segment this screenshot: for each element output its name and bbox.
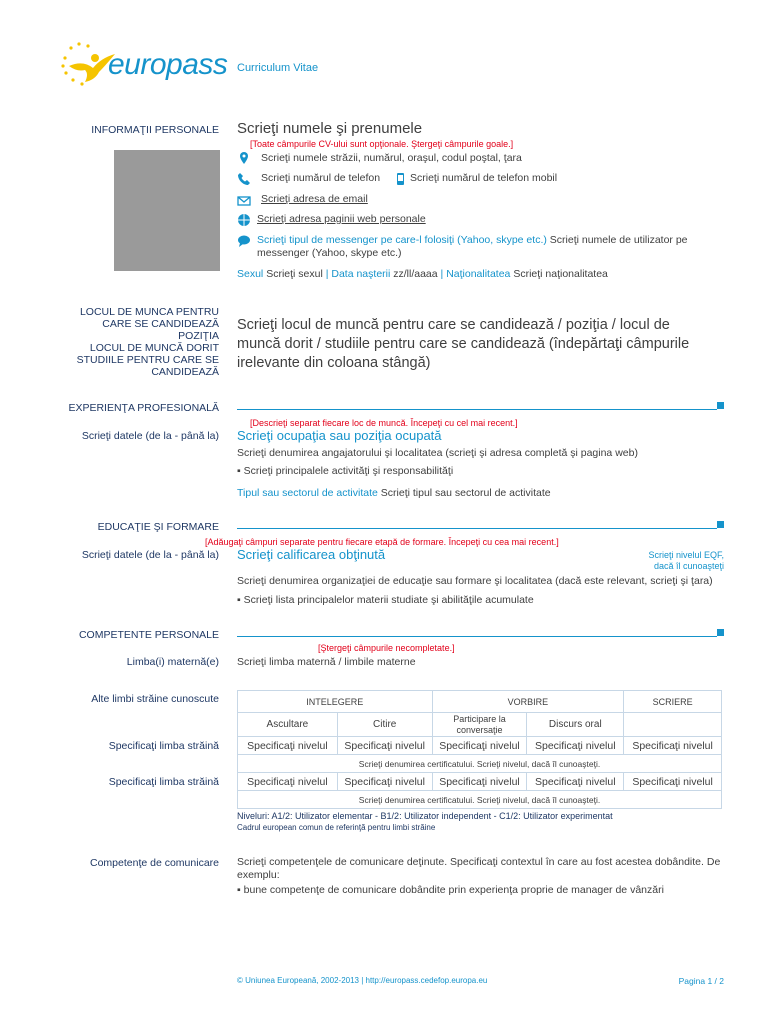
sub-reading: Citire: [337, 713, 432, 737]
cefr-link[interactable]: Cadrul european comun de referinţă pentru limbi străine: [237, 823, 436, 832]
communication-bullet-text[interactable]: bune competenţe de comunicare dobândite prin experienţa proprie de manager de vânzări: [243, 884, 664, 896]
dob-label: Data naşterii: [331, 268, 391, 280]
section-label-job: [49, 306, 219, 378]
section-marker: [717, 402, 724, 409]
footer-copyright[interactable]: © Uniunea Europeană, 2002-2013 | http://europass.cedefop.europa.eu: [237, 976, 488, 985]
experience-dates: Scrieţi datele (de la - până la): [81, 430, 219, 442]
sex-value[interactable]: Scrieţi sexul: [266, 268, 323, 280]
separator: |: [440, 268, 444, 280]
experience-title[interactable]: Scrieţi ocupaţia sau poziţia ocupată: [237, 428, 442, 443]
experience-bullet-text[interactable]: Scrieţi principalele activităţi şi responsabilităţi: [243, 465, 454, 477]
messenger-icon: [237, 234, 251, 248]
language-table: [237, 690, 722, 809]
separator: |: [325, 268, 329, 280]
section-divider: [237, 636, 717, 637]
level-cell[interactable]: Specificaţi nivelul: [432, 773, 527, 791]
sex-label: Sexul: [237, 268, 264, 280]
education-org[interactable]: Scrieţi denumirea organizaţiei de educaţie sau formare şi localitatea (dacă este relevant, scrieţi şi ţara): [237, 575, 713, 587]
address[interactable]: Scrieţi numele străzii, numărul, oraşul, codul poştal, ţara: [261, 152, 522, 164]
nationality-label: Naţionalitatea: [446, 268, 511, 280]
eqf-level: [648, 550, 724, 572]
phone[interactable]: Scrieţi numărul de telefon: [261, 172, 381, 184]
messenger-value[interactable]: Scrieţi numele de utilizator pe messenger (Yahoo, skype etc.): [257, 234, 688, 259]
level-cell[interactable]: Specificaţi nivelul: [337, 773, 432, 791]
section-label-education: EDUCAŢIE ŞI FORMARE: [97, 521, 219, 533]
sub-production: Discurs oral: [527, 713, 624, 737]
education-dates: Scrieţi datele (de la - până la): [81, 549, 219, 561]
foreign-languages-label: Alte limbi străine cunoscute: [91, 693, 219, 705]
levels-note: Niveluri: A1/2: Utilizator elementar - B1/2: Utilizator independent - C1/2: Utilizator experimentat: [237, 811, 613, 821]
sub-interaction: Participare la conversaţie: [432, 713, 527, 737]
mobile[interactable]: Scrieţi numărul de telefon mobil: [410, 172, 558, 184]
education-note: [Adăugaţi câmpuri separate pentru fiecare etapă de formare. Începeţi cu cea mai recent.]: [205, 537, 559, 547]
level-cell[interactable]: Specificaţi nivelul: [624, 773, 722, 791]
web-icon: [237, 213, 251, 227]
section-divider: [237, 409, 717, 410]
section-marker: [717, 629, 724, 636]
certificate-cell[interactable]: Scrieţi denumirea certificatului. Scrieţi nivelul, dacă îl cunoaşteţi.: [238, 755, 722, 773]
level-cell[interactable]: Specificaţi nivelul: [238, 773, 338, 791]
phone-icon: [237, 172, 251, 186]
mother-tongue-label: Limba(i) maternă(e): [126, 656, 219, 668]
experience-bullet: ▪ Scrieţi principalele activităţi şi responsabilităţi: [237, 465, 454, 477]
personal-note: [Toate câmpurile CV-ului sunt opţionale. Ştergeţi câmpurile goale.]: [250, 139, 514, 149]
europass-logo-text: europass: [108, 48, 228, 81]
education-bullet: ▪ Scrieţi lista principalelor materii studiate şi abilităţile acumulate: [237, 594, 534, 606]
level-cell[interactable]: Specificaţi nivelul: [238, 737, 338, 755]
messenger: [257, 234, 707, 260]
experience-sector: [237, 487, 551, 500]
skills-note: [Ştergeţi câmpurile necompletate.]: [318, 643, 455, 653]
sub-writing-empty: [624, 713, 722, 737]
personal-details-line: [237, 268, 608, 281]
education-bullet-text[interactable]: Scrieţi lista principalelor materii studiate şi abilităţile acumulate: [243, 594, 534, 606]
foreign-language-1-label: Specificaţi limba străină: [108, 740, 219, 752]
communication-bullet: ▪ bune competenţe de comunicare dobândite prin experienţa proprie de manager de vânzări: [237, 884, 664, 896]
mother-tongue-value[interactable]: Scrieţi limba maternă / limbile materne: [237, 656, 416, 668]
header-understanding: INTELEGERE: [238, 691, 433, 713]
section-label-personal: INFORMAŢII PERSONALE: [91, 124, 219, 136]
section-label-experience: EXPERIENŢA PROFESIONALĂ: [68, 402, 219, 414]
experience-employer[interactable]: Scrieţi denumirea angajatorului şi localitatea (scrieţi şi adresa completă şi pagina web): [237, 447, 638, 459]
location-icon: [237, 151, 251, 165]
full-name[interactable]: Scrieţi numele şi prenumele: [237, 120, 423, 137]
job-label-1: LOCUL DE MUNCA PENTRU CARE SE CANDIDEAZĂ: [79, 306, 219, 330]
level-cell[interactable]: Specificaţi nivelul: [527, 773, 624, 791]
job-label-2: POZIŢIA: [178, 330, 219, 342]
eqf-level-line-1: Scrieţi nivelul EQF,: [648, 550, 724, 560]
communication-value[interactable]: Scrieţi competenţele de comunicare deţinute. Specificaţi contextul în care au fost acestea dobândite. De exemplu:: [237, 856, 721, 881]
foreign-language-2-label: Specificaţi limba străină: [108, 776, 219, 788]
section-marker: [717, 521, 724, 528]
sub-listening: Ascultare: [238, 713, 338, 737]
header-speaking: VORBIRE: [432, 691, 624, 713]
certificate-cell[interactable]: Scrieţi denumirea certificatului. Scrieţi nivelul, dacă îl cunoaşteţi.: [238, 791, 722, 809]
job-label-4: STUDIILE PENTRU CARE SE CANDIDEAZĂ: [76, 354, 219, 378]
sector-label: Tipul sau sectorul de activitate: [237, 487, 378, 499]
level-cell[interactable]: Specificaţi nivelul: [337, 737, 432, 755]
level-cell[interactable]: Specificaţi nivelul: [624, 737, 722, 755]
photo-placeholder: [114, 150, 220, 271]
experience-note: [Descrieţi separat fiecare loc de muncă. Începeţi cu cel mai recent.]: [250, 418, 518, 428]
job-value[interactable]: Scrieţi locul de muncă pentru care se candidează / poziţia / locul de muncă dorit / studiile pentru care se candidează (îndepărtaţi câmpurile irelevante din coloana stângă): [237, 317, 690, 371]
job-label-3: LOCUL DE MUNCĂ DORIT: [89, 342, 219, 354]
website[interactable]: Scrieţi adresa paginii web personale: [257, 213, 426, 225]
email-icon: [237, 194, 251, 208]
education-title[interactable]: Scrieţi calificarea obţinută: [237, 547, 386, 562]
eqf-level-line-2: dacă îl cunoaşteţi: [653, 561, 724, 571]
email[interactable]: Scrieţi adresa de email: [261, 193, 368, 205]
europass-logo: [55, 40, 228, 90]
communication-label: Competenţe de comunicare: [90, 857, 219, 869]
dob-value[interactable]: zz/ll/aaaa: [393, 268, 438, 280]
mobile-icon: [393, 172, 407, 186]
messenger-label: Scrieţi tipul de messenger pe care-l folosiţi (Yahoo, skype etc.): [257, 234, 547, 246]
level-cell[interactable]: Specificaţi nivelul: [432, 737, 527, 755]
section-divider: [237, 528, 717, 529]
header-writing: SCRIERE: [624, 691, 722, 713]
level-cell[interactable]: Specificaţi nivelul: [527, 737, 624, 755]
sector-value[interactable]: Scrieţi tipul sau sectorul de activitate: [380, 487, 551, 499]
doc-title: Curriculum Vitae: [237, 62, 319, 74]
section-label-skills: COMPETENTE PERSONALE: [78, 629, 219, 641]
page-number: Pagina 1 / 2: [678, 976, 724, 986]
nationality-value[interactable]: Scrieţi naţionalitatea: [513, 268, 608, 280]
